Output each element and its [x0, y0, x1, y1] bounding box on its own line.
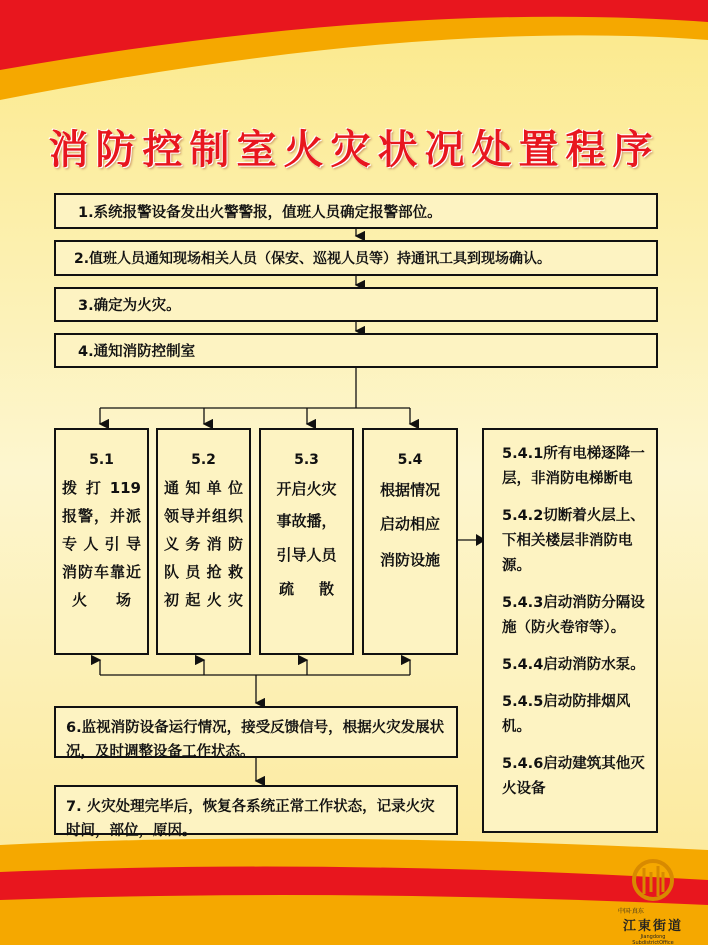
side-item: 5.4.1所有电梯逐降一层，非消防电梯断电: [502, 446, 645, 487]
step-5-3-line: 事故播，: [276, 512, 337, 530]
logo-tagline: 中国·真东: [618, 908, 644, 915]
step-5-3-line: 开启火灾: [276, 480, 337, 498]
side-item: 5.4.3启动消防分隔设施（防火卷帘等）。: [502, 595, 645, 636]
side-item: 5.4.6启动建筑其他灭火设备: [502, 756, 645, 797]
step-5-1-line: 消防车靠近: [62, 563, 141, 581]
step-5-4-detail-box: [482, 428, 658, 833]
jiangdong-logo: [618, 858, 688, 946]
step-3-text: 3.确定为火灾。: [78, 298, 181, 314]
step-5-1-line: 专人引导: [62, 535, 141, 553]
step-7-text: 7. 火灾处理完毕后，恢复各系统正常工作状态，记录火灾时间，部位，原因。: [66, 799, 435, 839]
step-4-box: [54, 333, 658, 368]
step-5-4-line: 根据情况: [379, 481, 440, 499]
logo-english-2: SubdistrictOffice: [632, 940, 674, 946]
step-5-3-box: [259, 428, 354, 655]
logo-english-1: Jiangdong: [640, 934, 666, 940]
step-5-2-line: 通知单位: [164, 479, 243, 497]
step-2-box: [54, 240, 658, 276]
step-5-3-line: 疏散: [279, 580, 334, 598]
step-5-2-line: 领导并组织: [164, 507, 243, 525]
step-5-4-line: 消防设施: [379, 551, 440, 569]
step-4-text: 4.通知消防控制室: [78, 344, 196, 360]
step-6-box: [54, 706, 458, 758]
step-5-1-line: 火场: [72, 591, 131, 609]
step-1-text: 1.系统报警设备发出火警警报，值班人员确定报警部位。: [78, 204, 442, 221]
step-5-2-line: 队员抢救: [164, 563, 243, 581]
step-5-2-box: [156, 428, 251, 655]
step-1-box: [54, 193, 658, 229]
side-item: 5.4.5启动防排烟风机。: [502, 694, 631, 735]
step-2-text: 2.值班人员通知现场相关人员（保安、巡视人员等）持通讯工具到现场确认。: [74, 251, 552, 267]
step-5-1-number: 5.1: [89, 452, 114, 468]
step-5-1-line: 拨打119: [62, 479, 141, 497]
page-title: 消防控制室火灾状况处置程序: [48, 127, 660, 173]
side-item: 5.4.2切断着火层上、下相关楼层非消防电源。: [502, 508, 645, 574]
step-5-4-line: 启动相应: [379, 515, 440, 533]
step-3-box: [54, 287, 658, 322]
step-5-4-box: [362, 428, 458, 655]
step-5-3-line: 引导人员: [276, 546, 337, 564]
step-5-1-line: 报警，并派: [62, 507, 141, 525]
step-5-4-number: 5.4: [397, 452, 423, 468]
logo-emblem-icon: [630, 858, 676, 902]
side-item: 5.4.4启动消防水泵。: [502, 657, 645, 673]
step-5-2-line: 初起火灾: [164, 591, 243, 609]
step-7-box: [54, 785, 458, 839]
step-5-2-number: 5.2: [191, 452, 216, 468]
step-5-1-box: [54, 428, 149, 655]
logo-name: 江東街道: [622, 919, 683, 934]
step-5-2-line: 义务消防: [164, 535, 243, 553]
step-6-text: 6.监视消防设备运行情况，接受反馈信号，根据火灾发展状况，及时调整设备工作状态。: [66, 720, 445, 760]
step-5-3-number: 5.3: [294, 452, 319, 468]
